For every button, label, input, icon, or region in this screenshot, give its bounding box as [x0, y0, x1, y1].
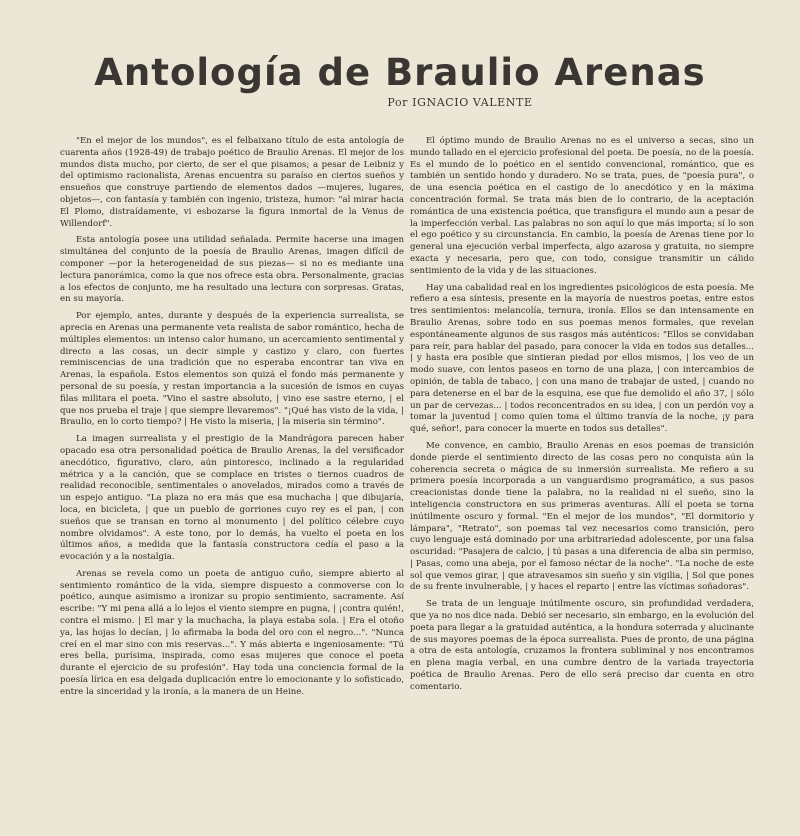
paragraph: Hay una cabalidad real en los ingredientes psicológicos de esta poesía. Me refiero a esa síntesis, presente en la mayoría de nuestros poetas, entre estos tres sentimientos: melancolía, ternura, ironía. Ellos se dan intensamente en Braulio Arenas, sobre todo en sus poemas menos formales, que revelan espontáneamente algunos de sus rasgos más auténticos: "Ellos se convidaban para reír, para hablar del pasado, para conocer la vida en todos sus detalles... | y hasta era posible que sintieran piedad por ellos mismos, | los veo de un modo suave, con lentos paseos en torno de una plaza, | con intercambios de opinión, de tabla de tabaco, | con una mano de trabajar de usted, | cuando no para detenerse en el bar de la esquina, ese que fue demolido el año 37, | sólo un par de cervezas... | todos reconcentrados en su idea, | con un perdón voy a tomar la juventud | como quien toma el último tranvía de la noche, ¡y para qué, señor!, para conocer la muerte en todos sus detalles". [410, 282, 754, 435]
paragraph: "En el mejor de los mundos", es el felbaixano título de esta antología de cuarenta años (1928-49) de trabajo poético de Braulio Arenas. El mejor de los mundos dista mucho, por cierto, de ser el que pisamos; a pesar de Leibniz y del optimismo racionalista, Arenas encuentra su paraíso en ciertos sueños y ensueños que construye partiendo de elementos dados —mujeres, lugares, objetos—, con fantasía y también con ingenio, tristeza, humor: "al mirar hacia El Plomo, distraídamente, vi esbozarse la figura inmortal de la Venus de Willendorf". [60, 136, 404, 229]
paragraph: Arenas se revela como un poeta de antiguo cuño, siempre abierto al sentimiento romántico de la vida, siempre dispuesto a conmoverse con lo poético, aunque asimismo a ironizar su propio sentimiento, sacramente. Así escribe: "Y mi pena allá a lo lejos el viento siempre en pugna, | ¡contra quién!, contra el mismo. | El mar y la muchacha, la playa estaba sola. | Era el otoño ya, las hojas lo decían, | lo afirmaba la boda del oro con el negro...". "Nunca creí en el mar sino con mis reservas...". Y más abierta e ingeniosamente: "Tú eres bella, purísima, inspirada, como esas mujeres que conoce el poeta durante el ejercicio de su profesión". Hay toda una conciencia formal de la poesía lírica en esa delgada duplicación entre lo emocionante y lo sofisticado, entre la sinceridad y la ironía, a la manera de un Heine. [60, 568, 404, 697]
paragraph: Por ejemplo, antes, durante y después de la experiencia surrealista, se aprecia en Arenas una permanente veta realista de sabor romántico, hecha de múltiples elementos: un intenso calor humano, un acercamiento sentimental y directo a las cosas, un decir simple y castizo y claro, con fuertes reminiscencias de una tradición que no esperaba encontrar tan viva en Arenas, la española. Estos elementos son quizá el fondo más permanente y personal de su poesía, y restan importancia a la sucesión de ismos en cuyas filas militara el poeta. "Vino el sastre absoluto, | vino ese sastre eterno, | el que nos prueba el traje | que siempre llevaremos". "¡Qué has visto de la vida, | Braulio, en lo corto tiempo? | He visto la miseria, | la miseria sin término". [60, 311, 404, 428]
right-column [410, 136, 754, 828]
article-byline: Por IGNACIO VALENTE [387, 96, 533, 109]
left-column [60, 136, 404, 828]
paragraph: Esta antología posee una utilidad señalada. Permite hacerse una imagen simultánea del conjunto de la poesía de Braulio Arenas, imagen difícil de componer —por la heterogeneidad de sus piezas— si no es mediante una lectura panorámica, como la que nos ofrece esta obra. Personalmente, gracias a los efectos de conjunto, me ha resultado una lectura con sorpresas. Gratas, en su mayoría. [60, 235, 404, 305]
article-title: Antología de Braulio Arenas [94, 50, 706, 94]
paragraph: Se trata de un lenguaje inútilmente oscuro, sin profundidad verdadera, que ya no nos dice nada. Debió ser necesario, sin embargo, en la evolución del poeta para llegar a la gratuidad auténtica, a la hondura soterrada y alucinante de sus mayores poemas de la época surrealista. Pues de pronto, de una página a otra de esta antología, cruzamos la frontera subliminal y nos encontramos en plena magia verbal, en una cumbre dentro de la variada trayectoria poética de Braulio Arenas. Pero de ello será preciso dar cuenta en otro comentario. [410, 599, 754, 692]
paragraph: Me convence, en cambio, Braulio Arenas en esos poemas de transición donde pierde el sentimiento directo de las cosas pero no conquista aún la coherencia secreta o mágica de su inmersión surrealista. Me refiero a su primera poesía incorporada a un vanguardismo programático, a sus pasos creacionistas donde tiene la palabra, no la realidad ni el sueño, sino la inteligencia constructora en sus primeras aventuras. Allí el poeta se torna inútilmente oscuro y formal. "En el mejor de los mundos", "El dormitorio y lámpara", "Retrato", son poemas tal vez necesarios como transición, pero cuyo lenguaje está dominado por una arbitrariedad adolescente, por una falsa oscuridad: "Pasajera de calcio, | tú pasas a una diferencia de alba sin permiso, | Pasas, como una abeja, por el famoso néctar de la noche". "La noche de este sol que vemos girar, | que atravesamos sin sueño y sin vigilia, | Sol que pones de su frente invulnerable, | y haces el reparto | entre las víctimas soñadoras". [410, 440, 754, 593]
paragraph: El óptimo mundo de Braulio Arenas no es el universo a secas, sino un mundo tallado en el ejercicio profesional del poeta. De poesía, no de la poesía. Es el mundo de lo poético en el sentido convencional, romántico, que es también un sentido hondo y duradero. No se trata, pues, de "poesía pura", o de una esencia poética en el castigo de lo anecdótico y en la máxima concentración formal. Se trata más bien de lo contrario, de la aceptación romántica de una existencia poética, que transfigura el mundo aun a pesar de la imperfección verbal. Las palabras no son aquí lo que más importa; sí lo son el ego poético y su circunstancia. En cambio, la poesía de Arenas tiene por lo general una ejecución verbal imperfecta, algo azarosa y gratuita, no siempre exacta y necesaria, pero que, con todo, consigue transmitir un cálido sentimiento de la vida y de las situaciones. [410, 136, 754, 276]
paragraph: La imagen surrealista y el prestigio de la Mandrágora parecen haber opacado esa otra personalidad poética de Braulio Arenas, la del versificador anecdótico, figurativo, claro, aún pintoresco, inclinado a la regularidad métrica y a la canción, que se complace en tristes o tiernos cuadros de realidad reconocible, sentimentales o anovelados, mirados como a través de un espejo antiguo. "La plaza no era más que esa muchacha | que dibujaría, loca, en bicicleta, | que un pueblo de gorriones cuyo rey es el pan, | con sueños que se transan en torno al monumento | del político célebre cuyo nombre olvidamos". A este tono, por lo demás, ha vuelto el poeta en los últimos años, a medida que la fantasía constructora cedía el paso a la evocación y a la nostalgia. [60, 434, 404, 563]
